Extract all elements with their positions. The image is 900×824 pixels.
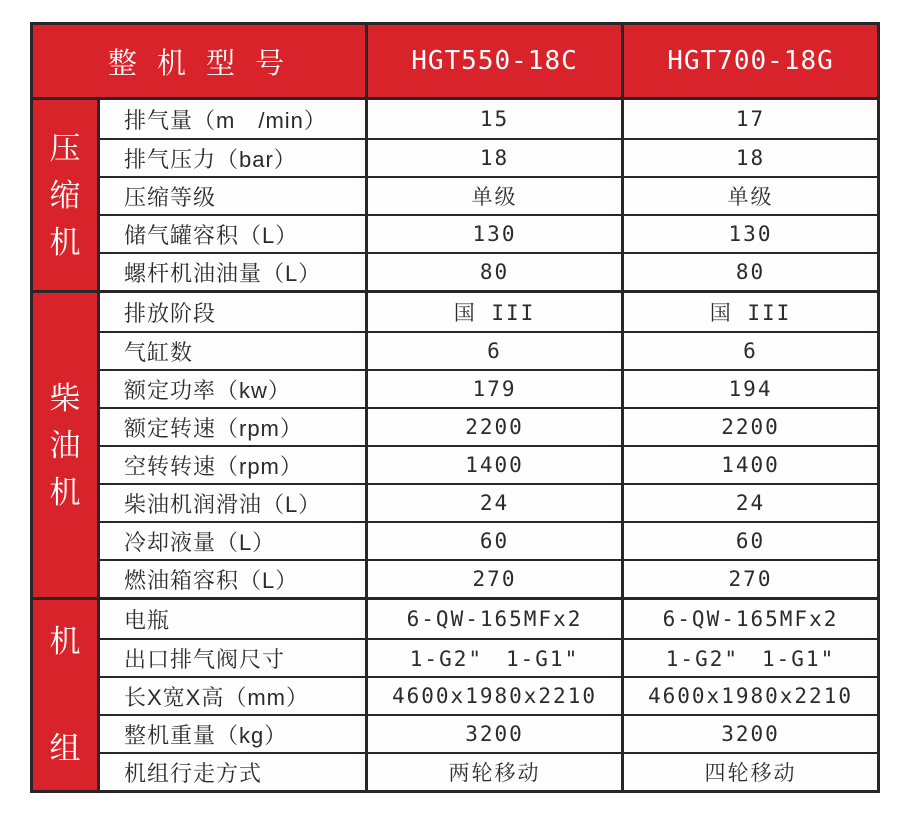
spec-value: 两轮移动 — [365, 754, 621, 790]
table-row — [97, 600, 877, 638]
spec-label: 燃油箱容积（L） — [97, 561, 365, 597]
table-row — [97, 369, 877, 407]
spec-label: 气缸数 — [97, 333, 365, 369]
spec-label: 冷却液量（L） — [97, 523, 365, 559]
spec-label: 长X宽X高（mm） — [97, 678, 365, 714]
table-row — [97, 252, 877, 290]
spec-value: 2200 — [365, 409, 621, 445]
spec-label: 排气量（m /min） — [97, 100, 365, 138]
spec-value: 国 III — [621, 293, 877, 331]
table-row — [97, 100, 877, 138]
section-label-diesel-engine — [33, 293, 97, 597]
table-row — [97, 138, 877, 176]
header-model-label: 整 机 型 号 — [107, 47, 291, 80]
spec-value: 1400 — [365, 447, 621, 483]
spec-label: 排气压力（bar） — [97, 140, 365, 176]
spec-value: 1-G2" 1-G1" — [365, 640, 621, 676]
table-header-row — [33, 25, 877, 100]
spec-value: 179 — [365, 371, 621, 407]
spec-label: 额定转速（rpm） — [97, 409, 365, 445]
spec-value: 60 — [365, 523, 621, 559]
spec-value: 194 — [621, 371, 877, 407]
header-model-hgt550: HGT550-18C — [365, 25, 621, 97]
section-rows-unit — [97, 600, 877, 790]
spec-label: 额定功率（kw） — [97, 371, 365, 407]
table-row — [97, 331, 877, 369]
spec-label: 压缩等级 — [97, 178, 365, 214]
spec-value: 60 — [621, 523, 877, 559]
spec-value: 四轮移动 — [621, 754, 877, 790]
spec-value: 18 — [365, 140, 621, 176]
section-char: 柴 — [49, 380, 81, 416]
spec-value: 18 — [621, 140, 877, 176]
section-rows-diesel-engine — [97, 293, 877, 597]
table-row — [97, 214, 877, 252]
section-rows-compressor — [97, 100, 877, 290]
table-row — [97, 176, 877, 214]
table-row — [97, 483, 877, 521]
section-unit — [33, 597, 877, 790]
section-char: 机 — [49, 624, 81, 659]
spec-value: 6-QW-165MFx2 — [621, 600, 877, 638]
spec-label: 柴油机润滑油（L） — [97, 485, 365, 521]
section-char: 压 — [49, 130, 81, 166]
spec-label: 空转转速（rpm） — [97, 447, 365, 483]
spec-value: 270 — [365, 561, 621, 597]
section-label-compressor — [33, 100, 97, 290]
table-row — [97, 293, 877, 331]
section-char: 组 — [49, 731, 81, 766]
spec-value: 1-G2" 1-G1" — [621, 640, 877, 676]
spec-value: 4600x1980x2210 — [621, 678, 877, 714]
spec-value: 单级 — [621, 178, 877, 214]
spec-value: 3200 — [365, 716, 621, 752]
spec-value: 80 — [621, 254, 877, 290]
spec-value: 6 — [621, 333, 877, 369]
spec-label: 储气罐容积（L） — [97, 216, 365, 252]
table-row — [97, 407, 877, 445]
table-row — [97, 559, 877, 597]
section-char: 缩 — [49, 177, 81, 213]
spec-value: 2200 — [621, 409, 877, 445]
spec-value: 6 — [365, 333, 621, 369]
spec-value: 270 — [621, 561, 877, 597]
table-row — [97, 521, 877, 559]
table-row — [97, 638, 877, 676]
spec-label: 出口排气阀尺寸 — [97, 640, 365, 676]
section-char: 机 — [49, 474, 81, 510]
spec-value: 17 — [621, 100, 877, 138]
spec-table — [30, 22, 880, 793]
spec-label: 机组行走方式 — [97, 754, 365, 790]
spec-label: 螺杆机油油量（L） — [97, 254, 365, 290]
spec-value: 130 — [365, 216, 621, 252]
spec-label: 整机重量（kg） — [97, 716, 365, 752]
header-model-hgt700: HGT700-18G — [621, 25, 877, 97]
section-char: 机 — [49, 224, 81, 260]
spec-value: 130 — [621, 216, 877, 252]
spec-value: 国 III — [365, 293, 621, 331]
spec-value: 24 — [621, 485, 877, 521]
spec-value: 6-QW-165MFx2 — [365, 600, 621, 638]
table-row — [97, 752, 877, 790]
section-diesel-engine — [33, 290, 877, 597]
spec-value: 单级 — [365, 178, 621, 214]
spec-value: 80 — [365, 254, 621, 290]
section-compressor — [33, 100, 877, 290]
spec-value: 4600x1980x2210 — [365, 678, 621, 714]
spec-label: 排放阶段 — [97, 293, 365, 331]
table-row — [97, 714, 877, 752]
spec-value: 15 — [365, 100, 621, 138]
spec-label: 电瓶 — [97, 600, 365, 638]
section-char: 油 — [49, 427, 81, 463]
table-row — [97, 445, 877, 483]
spec-value: 24 — [365, 485, 621, 521]
table-row — [97, 676, 877, 714]
section-label-unit — [33, 600, 97, 790]
spec-value: 1400 — [621, 447, 877, 483]
spec-value: 3200 — [621, 716, 877, 752]
